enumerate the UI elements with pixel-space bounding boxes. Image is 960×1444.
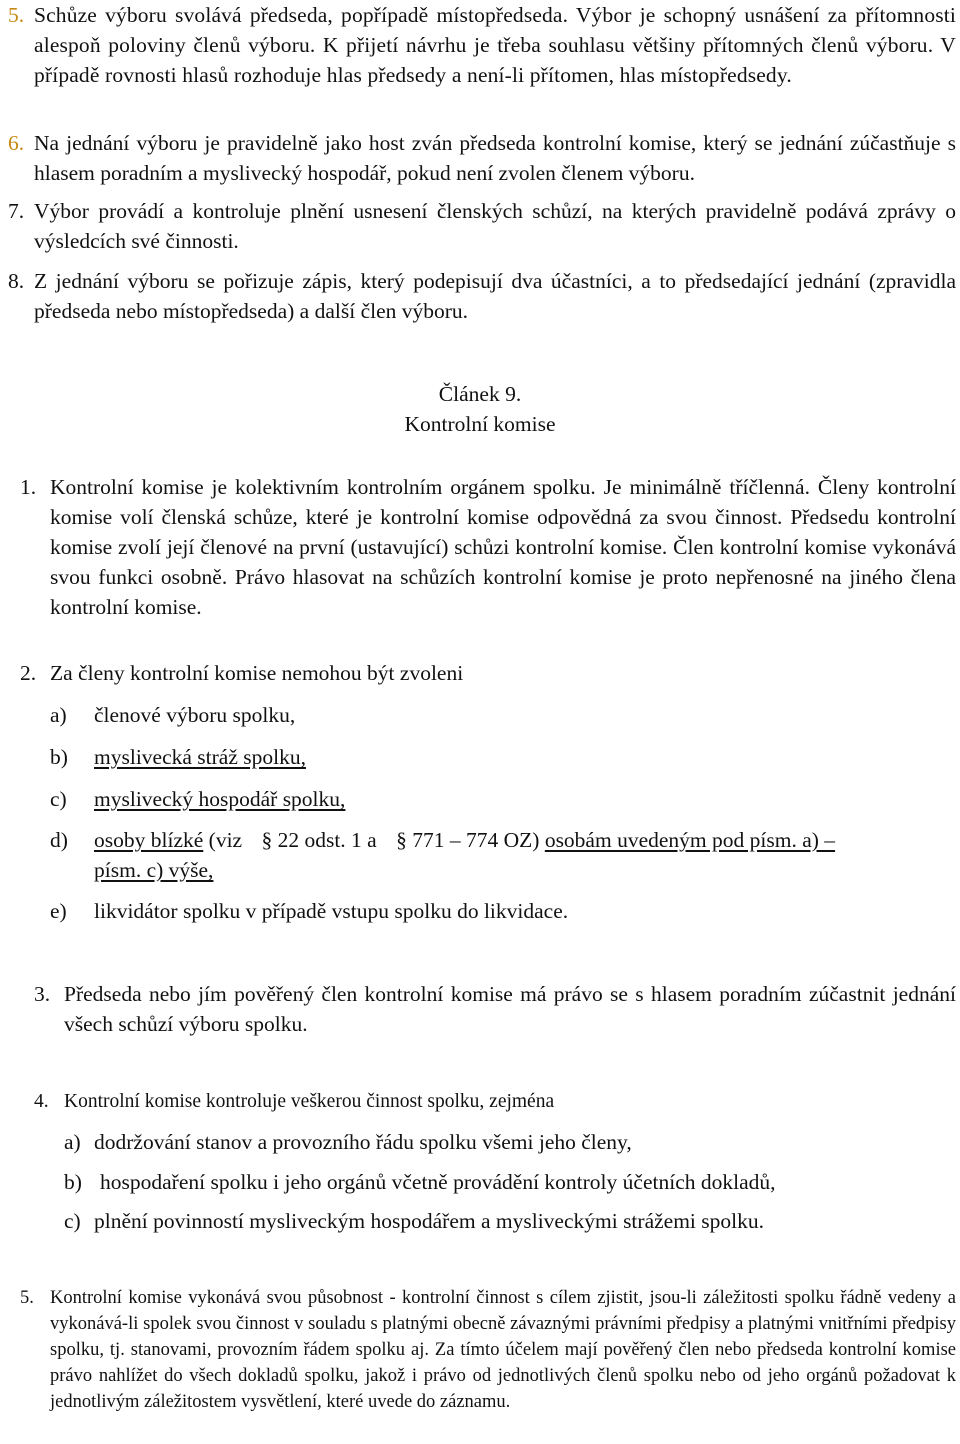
section-1-number: 1. <box>20 475 37 499</box>
list-label: c) <box>50 787 67 811</box>
list-text: hospodaření spolku i jeho orgánů včetně provádění kontroly účetních dokladů, <box>100 1170 776 1194</box>
list-label: e) <box>50 899 67 923</box>
text-run: (viz <box>203 828 248 852</box>
list-text: likvidátor spolku v případě vstupu spolku do likvidace. <box>94 899 569 923</box>
section-4-item-b <box>64 1167 956 1195</box>
section-4-item-c <box>64 1206 956 1234</box>
section-1-text: Kontrolní komise je kolektivním kontrolním orgánem spolku. Je minimálně tříčlenná. Členy kontrolní komise volí členská schůze, které je kontrolní komise odpovědná za svou činnost. Předsedu kontrolní komise zvolí její členové na první (ustavující) schůzi kontrolní komise. Člen kontrolní komise vykonává svou funkci osobně. Právo hlasovat na schůzích kontrolní komise je proto nepřenosné na jiného člena kontrolní komise. <box>50 475 956 619</box>
section-4-intro: Kontrolní komise kontroluje veškerou činnost spolku, zejména <box>64 1091 555 1112</box>
section-5-text: Kontrolní komise vykonává svou působnost - kontrolní činnost s cílem zjistit, jsou-li záležitosti spolku řádně vedeny a vykonává-li spolek svou činnost v souladu s platnými obecně závaznými právními předpisy a platnými vnitřními předpisy spolku, tj. stanovami, provozním řádem spolku aj. Za tímto účelem mají pověřený člen nebo předseda kontrolní komise právo nahlížet do všech dokladů spolku, jakož i právo od jednotlivých členů spolku nebo od jeho orgánů požadovat k jednotlivým záležitostem vysvětlení, které uvede do záznamu. <box>50 1288 956 1412</box>
underlined-text: osobám uvedeným pod písm. a) – <box>544 828 836 852</box>
section-3-number: 3. <box>34 982 51 1006</box>
item-number-5: 5. <box>8 3 25 27</box>
list-text: plnění povinností mysliveckým hospodářem a mysliveckými strážemi spolku. <box>94 1209 764 1233</box>
list-label: c) <box>64 1209 81 1233</box>
list-label: b) <box>50 745 68 769</box>
list-text <box>94 784 345 814</box>
item-number-7: 7. <box>8 199 25 223</box>
paragraph-item-6: Na jednání výboru je pravidelně jako host zván předseda kontrolní komise, který se jednání zúčastňuje s hlasem poradním a myslivecký hospodář, pokud není zvolen členem výboru. <box>34 131 956 185</box>
section-2-item-a <box>50 700 956 730</box>
section-2-item-d <box>50 825 956 885</box>
list-text-continued <box>94 855 213 885</box>
section-4-item-a <box>64 1127 956 1155</box>
article-number: Článek 9. <box>438 382 522 406</box>
section-3-text: Předseda nebo jím pověřený člen kontrolní komise má právo se s hlasem poradním zúčastnit jednání všech schůzí výboru spolku. <box>64 982 956 1036</box>
list-text: členové výboru spolku, <box>94 703 296 727</box>
paragraph-item-7: Výbor provádí a kontroluje plnění usnesení členských schůzí, na kterých pravidelně podává zprávy o výsledcích své činnosti. <box>34 199 956 253</box>
list-text <box>94 825 835 855</box>
underlined-text: osoby blízké <box>94 828 204 852</box>
section-sign: § <box>396 828 407 852</box>
list-text: dodržování stanov a provozního řádu spolku všemi jeho členy, <box>94 1130 632 1154</box>
paragraph-item-5: Schůze výboru svolává předseda, popřípadě místopředseda. Výbor je schopný usnášení za přítomnosti alespoň poloviny členů výboru. K přijetí návrhu je třeba souhlasu většiny přítomných členů výboru. V případě rovnosti hlasů rozhoduje hlas předsedy a není-li přítomen, hlas místopředsedy. <box>34 3 956 87</box>
section-4-number: 4. <box>34 1091 49 1112</box>
text-run: 771 – 774 OZ) <box>406 828 545 852</box>
list-label: a) <box>50 703 67 727</box>
underlined-text: písm. c) výše, <box>94 858 214 882</box>
underlined-text: myslivecká stráž spolku, <box>94 745 306 769</box>
section-2-item-e <box>50 896 956 926</box>
list-label: b) <box>64 1170 82 1194</box>
text-run: 22 odst. 1 a <box>272 828 383 852</box>
list-label: d) <box>50 828 68 852</box>
paragraph-item-8: Z jednání výboru se pořizuje zápis, který podepisují dva účastníci, a to předsedající jednání (zpravidla předseda nebo místopředseda) a další člen výboru. <box>34 269 956 323</box>
section-2-number: 2. <box>20 661 37 685</box>
section-2-intro: Za členy kontrolní komise nemohou být zvoleni <box>50 661 464 685</box>
section-2-item-b <box>50 742 956 772</box>
item-number-6: 6. <box>8 131 25 155</box>
section-sign: § <box>261 828 273 852</box>
list-label: a) <box>64 1130 81 1154</box>
section-2-item-c <box>50 784 956 814</box>
list-text <box>94 742 306 772</box>
item-number-8: 8. <box>8 269 25 293</box>
article-title: Kontrolní komise <box>404 412 556 436</box>
underlined-text: myslivecký hospodář spolku, <box>94 787 346 811</box>
section-5-number: 5. <box>20 1288 34 1308</box>
